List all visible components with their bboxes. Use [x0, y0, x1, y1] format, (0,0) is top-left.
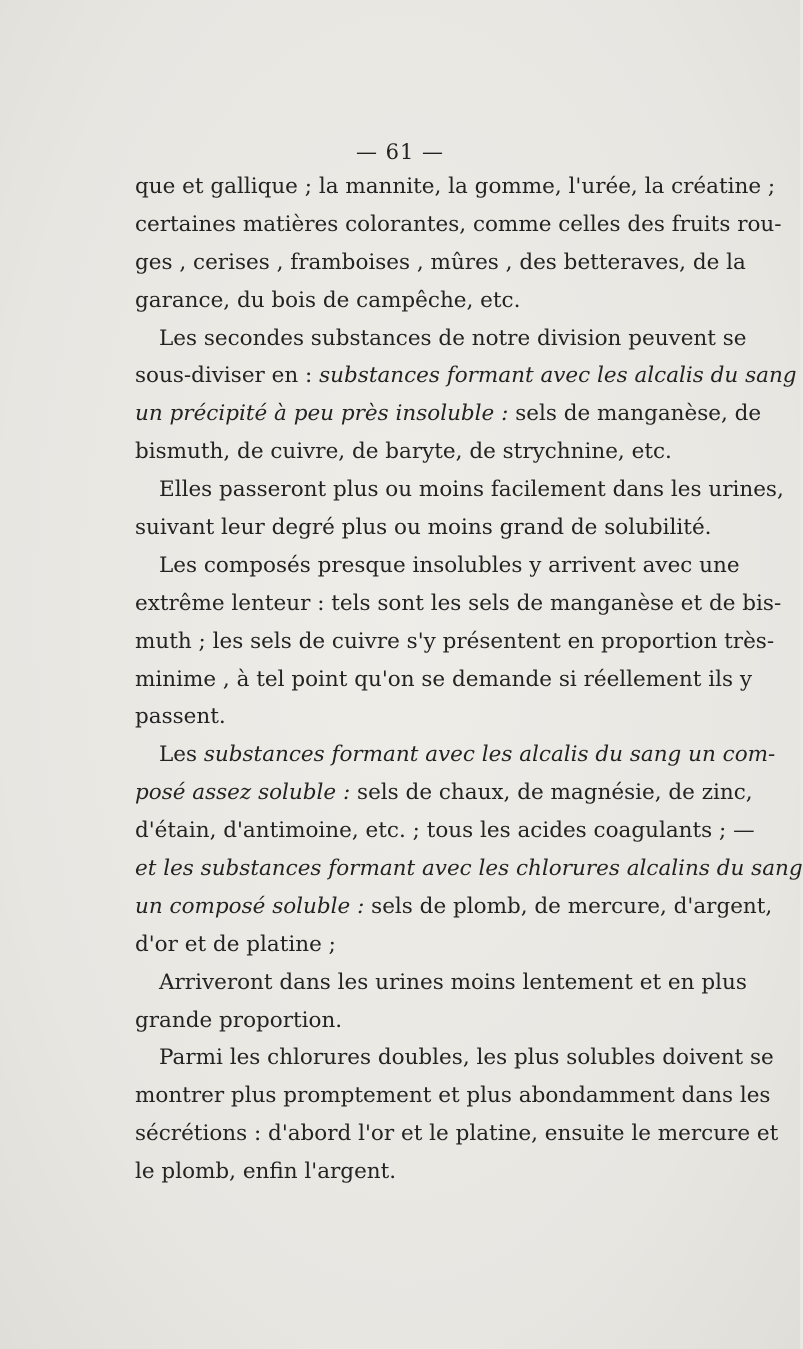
- text-span: sécrétions : d'abord l'or et le platine, ensuite le mercure et: [135, 1121, 779, 1147]
- text-span: Les: [159, 742, 204, 768]
- text-line: [135, 1002, 647, 1040]
- text-span: le plomb, enfin l'argent.: [135, 1159, 397, 1185]
- text-span: Les composés presque insolubles y arrivent avec une: [159, 552, 740, 578]
- text-span: suivant leur degré plus ou moins grand de solubilité.: [135, 515, 712, 541]
- text-line: [135, 623, 775, 661]
- text-span: passent.: [135, 704, 226, 730]
- text-span: muth ; les sels de cuivre s'y présentent en proportion très-: [135, 628, 775, 654]
- text-span: Les secondes substances de notre division peuvent se: [159, 325, 747, 351]
- text-span: extrême lenteur : tels sont les sels de manganèse et de bis-: [135, 590, 782, 616]
- text-line: [135, 282, 647, 320]
- text-span: sels de plomb, de mercure, d'argent,: [364, 893, 773, 919]
- text-line: [135, 433, 672, 471]
- text-span: Arriveront dans les urines moins lentement et en plus: [159, 969, 747, 995]
- text-line: [135, 395, 762, 433]
- italic-text-span: et les substances formant avec les chlorures alcalins du sang: [135, 856, 803, 882]
- text-span: d'or et de platine ;: [135, 931, 336, 957]
- text-span: bismuth, de cuivre, de baryte, de strychnine, etc.: [135, 439, 672, 465]
- body-text: [135, 168, 803, 1191]
- text-span: Parmi les chlorures doubles, les plus solubles doivent se: [159, 1045, 774, 1071]
- text-span: Elles passeront plus ou moins facilement dans les urines,: [159, 477, 784, 503]
- italic-text-span: posé assez soluble :: [135, 780, 351, 806]
- text-span: certaines matières colorantes, comme celles des fruits rou-: [135, 211, 782, 237]
- text-span: ges , cerises , framboises , mûres , des betteraves, de la: [135, 249, 746, 275]
- text-line: [135, 1077, 771, 1115]
- text-span: sous-diviser en :: [135, 363, 320, 389]
- page-number: — 61 —: [355, 140, 445, 164]
- text-line: [135, 547, 740, 585]
- italic-text-span: un composé soluble :: [135, 893, 365, 919]
- text-line: [135, 661, 752, 699]
- italic-text-span: un précipité à peu près insoluble :: [135, 401, 509, 427]
- text-line: [135, 1153, 647, 1191]
- italic-text-span: substances formant avec les alcalis du sang un com-: [203, 742, 776, 768]
- bleed-through-texture: [560, 820, 700, 980]
- text-span: garance, du bois de campêche, etc.: [135, 287, 521, 313]
- text-line: [135, 774, 753, 812]
- text-span: que et gallique ; la mannite, la gomme, l'urée, la créatine ;: [135, 174, 776, 199]
- italic-text-span: substances formant avec les alcalis du sang: [319, 363, 797, 389]
- text-line: [135, 357, 797, 395]
- text-line: [135, 585, 782, 623]
- text-line: [135, 736, 776, 774]
- text-span: minime , à tel point qu'on se demande si réellement ils y: [135, 666, 752, 692]
- text-line: [135, 698, 647, 736]
- text-line: [135, 1039, 774, 1077]
- text-line: [135, 168, 776, 206]
- text-line: [135, 206, 782, 244]
- text-span: d'étain, d'antimoine, etc. ; tous les acides coagulants ; —: [135, 818, 755, 844]
- text-span: grande proportion.: [135, 1007, 343, 1033]
- text-span: montrer plus promptement et plus abondamment dans les: [135, 1083, 771, 1109]
- text-span: sels de chaux, de magnésie, de zinc,: [350, 780, 753, 806]
- text-span: sels de manganèse, de: [508, 401, 762, 427]
- text-line: [135, 471, 784, 509]
- text-line: [135, 509, 712, 547]
- text-line: [135, 320, 747, 358]
- text-line: [135, 1115, 779, 1153]
- text-line: [135, 244, 746, 282]
